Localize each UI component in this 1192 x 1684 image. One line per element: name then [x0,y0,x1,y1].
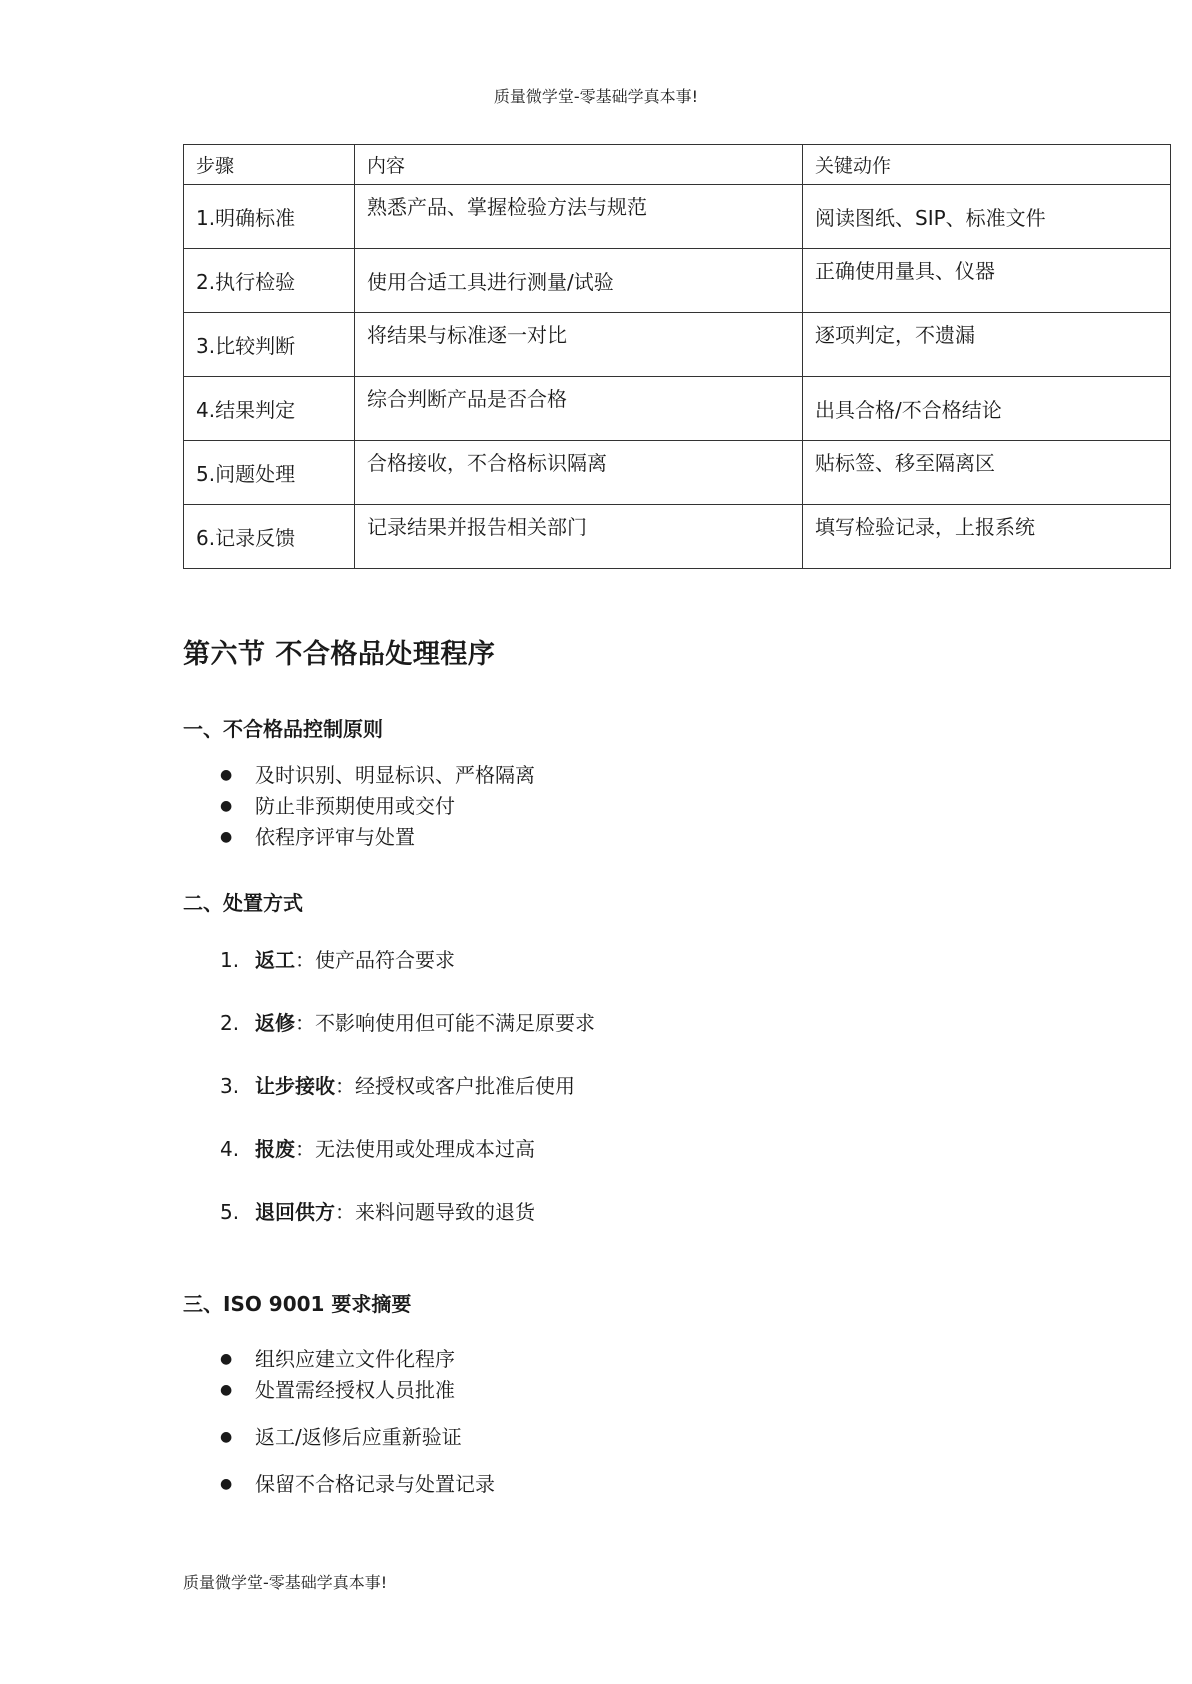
list-item-text: 处置需经授权人员批准 [255,1378,455,1402]
table-cell-content: 熟悉产品、掌握检验方法与规范 [355,185,803,249]
table-cell-step: 2.执行检验 [184,249,355,313]
list-item [183,1198,595,1261]
table-cell-action: 出具合格/不合格结论 [803,377,1171,441]
list-item-text: 依程序评审与处置 [255,825,415,849]
page-footer: 质量微学堂-零基础学真本事! [183,1573,388,1592]
inspection-steps-table [183,144,1171,569]
bullet-icon: ● [220,1476,233,1492]
table-row [184,441,1171,505]
list-item [183,1009,595,1072]
list-item [183,760,535,791]
disposal-list [183,946,595,1261]
table-row [184,377,1171,441]
list-item-term: 报废 [255,1137,295,1161]
bullet-icon: ● [220,1382,233,1398]
table-cell-action: 贴标签、移至隔离区 [803,441,1171,505]
table-row [184,313,1171,377]
list-item-text: 防止非预期使用或交付 [255,794,455,818]
list-item-desc: ：使产品符合要求 [295,948,455,972]
list-item [183,1375,495,1406]
principles-heading: 一、不合格品控制原则 [183,717,383,741]
table-cell-content: 使用合适工具进行测量/试验 [355,249,803,313]
page-header: 质量微学堂-零基础学真本事! [493,87,699,106]
list-item [183,1072,595,1135]
table-cell-content: 合格接收，不合格标识隔离 [355,441,803,505]
list-item-desc: ：经授权或客户批准后使用 [335,1074,575,1098]
list-item [183,791,535,822]
table-cell-action: 逐项判定，不遗漏 [803,313,1171,377]
list-item [183,1344,495,1375]
table-cell-action: 阅读图纸、SIP、标准文件 [803,185,1171,249]
table-cell-content: 综合判断产品是否合格 [355,377,803,441]
bullet-icon: ● [220,767,233,783]
list-item-term: 返修 [255,1011,295,1035]
list-item-text: 组织应建立文件化程序 [255,1347,455,1371]
list-number: 5. [220,1200,240,1224]
table-cell-step: 6.记录反馈 [184,505,355,569]
list-item [183,946,595,1009]
table-header-cell: 关键动作 [803,145,1171,185]
list-number: 2. [220,1011,240,1035]
iso-list [183,1344,495,1500]
table-row [184,185,1171,249]
list-item [183,822,535,853]
list-item-desc: ：来料问题导致的退货 [335,1200,535,1224]
table-row [184,505,1171,569]
list-item-text: 保留不合格记录与处置记录 [255,1472,495,1496]
table-cell-step: 1.明确标准 [184,185,355,249]
table-cell-step: 4.结果判定 [184,377,355,441]
table-cell-action: 正确使用量具、仪器 [803,249,1171,313]
iso-heading: 三、ISO 9001 要求摘要 [183,1292,412,1316]
list-item [183,1422,495,1453]
section-title: 第六节 不合格品处理程序 [183,639,496,670]
list-item-desc: ：无法使用或处理成本过高 [295,1137,535,1161]
list-number: 4. [220,1137,240,1161]
principles-list [183,760,535,853]
list-item-text: 及时识别、明显标识、严格隔离 [255,763,535,787]
table-header-cell: 内容 [355,145,803,185]
bullet-icon: ● [220,1351,233,1367]
list-item-text: 返工/返修后应重新验证 [255,1425,462,1449]
bullet-icon: ● [220,798,233,814]
bullet-icon: ● [220,829,233,845]
table-cell-content: 将结果与标准逐一对比 [355,313,803,377]
table-cell-action: 填写检验记录，上报系统 [803,505,1171,569]
table-cell-step: 5.问题处理 [184,441,355,505]
table-header-cell: 步骤 [184,145,355,185]
list-item-desc: ：不影响使用但可能不满足原要求 [295,1011,595,1035]
list-item-term: 返工 [255,948,295,972]
bullet-icon: ● [220,1429,233,1445]
disposal-heading: 二、处置方式 [183,891,303,915]
list-item [183,1469,495,1500]
list-item [183,1135,595,1198]
table-header-row [184,145,1171,185]
table-cell-step: 3.比较判断 [184,313,355,377]
table-cell-content: 记录结果并报告相关部门 [355,505,803,569]
list-item-term: 让步接收 [255,1074,335,1098]
list-number: 1. [220,948,240,972]
list-number: 3. [220,1074,240,1098]
list-item-term: 退回供方 [255,1200,335,1224]
table-row [184,249,1171,313]
